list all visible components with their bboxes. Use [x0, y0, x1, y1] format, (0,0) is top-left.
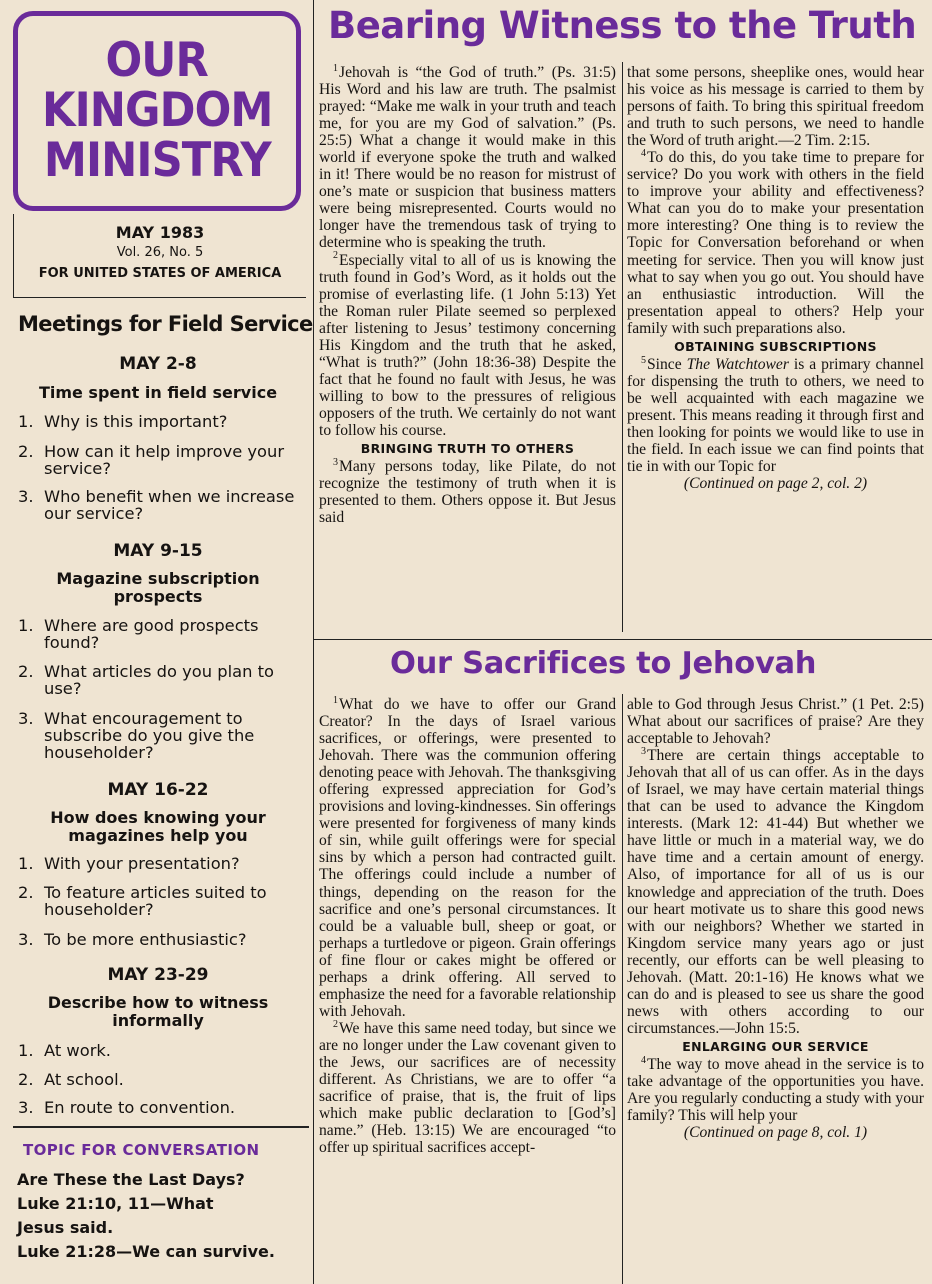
week-item: 1. With your presentation?: [18, 854, 240, 873]
week-theme: Describe how to witness informally: [47, 993, 269, 1030]
article2-column1: $^1$What do we have to offer our Grand Creator? In the days of Israel various sacrifices, or offerings, were presented to Jehovah. There was the communion offering denoting peace with Jehovah. The thanksgiving offering expressed appreciation for God’s provisions and loving-kindnesses. Sin offerings were presented for forgiveness of many kinds of sin, while guilt offerings were for special sins by which a person had contracted guilt. The offerings could include a number of things, depending on the reason for the sacrifice and one’s personal circumstances. It could be a valuable bull, sheep or goat, or perhaps a turtledove or pigeon. Grain offerings of fine flour or cakes might be offered or perhaps a drink offering. All served to emphasize the need for a favorable relationship with Jehovah. $^2$We have this same need today, but since we are no longer under the Law covenant given to the Jews, our sacrifices are of necessity different. As Christians, we are to offer “a sacrifice of praise, that is, the fruit of lips which make public declaration to [God’s] name.” (Heb. 13:15) We are encouraged “to offer up spiritual sacrifices accept-: [319, 694, 616, 1157]
week-item: 1. Where are good prospects found?: [18, 617, 308, 651]
week-item-text: To feature articles suited to householder?: [44, 883, 267, 919]
paragraph: There are certain things acceptable to Jehovah that all of us can offer. As in the days of Israel, we may have certain material things that can be used to advance the Kingdom interests. (Mark 12: 41-44) But whether we have little or much in a material way, we do have time and a certain amount of energy. Also, of importance for all of us is our knowledge and appreciation of the truth. Does our heart motivate us to share this good news with our neighbors? Whether we started in Kingdom service many years ago or just recently, our efforts can be well pleasing to Jehovah. (Matt. 20:1-16) He knows what we can do and is pleased to see us share the good news with others according to our circumstances.—John 15:5.: [627, 747, 924, 1037]
week-item-text: Why is this important?: [44, 412, 228, 431]
meetings-title: Meetings for Field Service: [18, 312, 313, 336]
column-rule: [622, 694, 623, 1284]
paragraph: We have this same need today, but since we are no longer under the Law covenant given to the Jews, our sacrifices are of necessity different. As Christians, we are to offer “a sacrifice of praise, that is, the fruit of lips which make public declaration to [God’s] name.” (Heb. 13:15) We are encouraged “to offer up spiritual sacrifices accept-: [319, 1019, 616, 1157]
week-item-text: At work.: [44, 1041, 111, 1060]
week-date: MAY 23-29: [107, 965, 209, 985]
article-divider: [314, 639, 932, 640]
week-item: 3. Who benefit when we increase our service?: [18, 488, 308, 522]
article1-column1: $^1$Jehovah is “the God of truth.” (Ps. 31:5) His Word and his law are truth. The psalmist prayed: “Make me walk in your truth and teach me, for you are my God of salvation.” (Ps. 25:5) What a change it would make in this world if everyone spoke the truth and walked in it! There would be no reason for mistrust of one’s mate or suspicion that business matters were being misrepresented. Courts would no longer have the tremendous task of trying to determine who is speaking the truth. $^2$Especially vital to all of us is knowing the truth found in God’s Word, as it holds out the promise of everlasting life. (1 John 5:13) Yet the Roman ruler Pilate seemed so perplexed after listening to Jesus’ testimony concerning His Kingdom and the truth that he asked, “What is truth?” (John 18:36-38) Despite the fact that he found no fault with Jesus, he was willing to bow to the pressures of religious opposers of the truth. We certainly do not want to follow his course. BRINGING TRUTH TO OTHERS $^3$Many persons today, like Pilate, do not recognize the testimony of truth when it is presented to them. Others oppose it. But Jesus said: [319, 62, 616, 527]
week-item-text: To be more enthusiastic?: [44, 930, 247, 949]
week-date: MAY 16-22: [107, 780, 209, 800]
paragraph: Especially vital to all of us is knowing the truth found in God’s Word, as it holds out the promise of everlasting life. (1 John 5:13) Yet the Roman ruler Pilate seemed so perplexed after listening to Jesus’ testimony concerning His Kingdom and the truth that he asked, “What is truth?” (John 18:36-38) Despite the fact that he found no fault with Jesus, he was willing to bow to the pressures of religious opposers of the truth. We certainly do not want to follow his course.: [319, 251, 616, 439]
column-rule: [622, 62, 623, 632]
week-item: 1. Why is this important?: [18, 412, 228, 431]
week-item: 2. To feature articles suited to householder?: [18, 884, 308, 918]
week-item-text: At school.: [44, 1070, 124, 1089]
week-item-text: How can it help improve your service?: [44, 442, 285, 478]
issue-date: MAY 1983: [115, 223, 205, 242]
week-theme: How does knowing your magazines help you: [50, 808, 266, 845]
paragraph: is a primary channel for dispensing the truth to others, we need to be well acquainted with each magazine we present. This means reading it through first and then looking for points we would like to use in the field. In each issue we can find points that tie in with our Topic for: [627, 355, 924, 476]
topic-line: Jesus said.: [17, 1218, 114, 1237]
paragraph: Jehovah is “the God of truth.” (Ps. 31:5) His Word and his law are truth. The psalmist prayed: “Make me walk in your truth and teach me, for you are my God of salvation.” (Ps. 25:5) What a change it would make in this world if everyone spoke the truth and walked in it! There would be no reason for mistrust of one’s mate or suspicion that business matters were being misrepresented. Courts would no longer have the tremendous task of trying to determine who is speaking the truth.: [319, 64, 616, 252]
continued-note: (Continued on page 2, col. 2): [683, 475, 868, 493]
week-item-text: What encouragement to subscribe do you give the householder?: [44, 709, 255, 762]
issue-region: FOR UNITED STATES OF AMERICA: [38, 266, 282, 281]
section-heading: OBTAINING SUBSCRIPTIONS: [674, 338, 877, 354]
column-rule: [313, 0, 314, 1284]
week-item: 3. What encouragement to subscribe do you give the householder?: [18, 710, 308, 761]
continued-note: (Continued on page 8, col. 1): [683, 1124, 868, 1142]
issue-info: [13, 214, 306, 298]
week-theme: Time spent in field service: [38, 383, 278, 402]
section-heading: BRINGING TRUTH TO OTHERS: [360, 441, 575, 457]
article1-column2: that some persons, sheeplike ones, would hear his voice as his message is carried to them by persons of faith. To bring this spiritual freedom and truth to such persons, we need to handle the Word of truth aright.—2 Tim. 2:15. $^4$To do this, do you take time to prepare for service? Do you work with others in the field to improve your ability and effectiveness? What can you do to make your presentation more interesting? One thing is to review the Topic for Conversation beforehand or when meeting for service. Then you will know just what to say when you go out. You should have an enthusiastic introduction. Will the presentation appeal to others? Help your family with such preparations also. OBTAINING SUBSCRIPTIONS $^5$Since The Watchtower is a primary channel for dispensing the truth to others, we need to be well acquainted with each magazine we present. This means reading it through first and then looking for points we would like to use in the field. In each issue we can find points that tie in with our Topic for (Continued on page 2, col. 2): [627, 64, 924, 493]
week-item: 2. How can it help improve your service?: [18, 443, 308, 477]
week-date: MAY 2-8: [119, 354, 197, 374]
week-item: 3. En route to convention.: [18, 1098, 236, 1117]
week-date: MAY 9-15: [113, 541, 203, 561]
week-item-text: With your presentation?: [44, 854, 240, 873]
week-theme: Magazine subscription prospects: [56, 569, 260, 606]
logo-line-ministry: MINISTRY: [43, 133, 271, 188]
topic-line: Luke 21:28—We can survive.: [17, 1242, 275, 1261]
issue-volume: Vol. 26, No. 5: [116, 245, 204, 260]
masthead-logo: [13, 11, 301, 211]
week-item-text: En route to convention.: [44, 1098, 236, 1117]
paragraph: What do we have to offer our Grand Creator? In the days of Israel various sacrifices, or offerings, were presented to Jehovah. There was the communion offering denoting peace with Jehovah. The thanksgiving offering expressed appreciation for God’s provisions and loving-kindnesses. Sin offerings were presented for forgiveness of many kinds of sin, while guilt offerings were for special sins by which a person had contracted guilt. The offerings could include a number of things, depending on the reason for the sacrifice and one’s personal circumstances. It could be a valuable bull, sheep or goat, or perhaps a turtledove or pigeon. Grain offerings of fine flour or cakes might be offered or perhaps a drink offering. All served to emphasize the need for a favorable relationship with Jehovah.: [319, 696, 616, 1020]
topic-divider: [13, 1126, 309, 1128]
week-item-text: What articles do you plan to use?: [44, 662, 274, 698]
week-item-text: Where are good prospects found?: [44, 616, 259, 652]
section-heading: ENLARGING OUR SERVICE: [682, 1038, 869, 1054]
topic-line: Are These the Last Days?: [17, 1170, 245, 1189]
paragraph: To do this, do you take time to prepare for service? Do you work with others in the field to improve your ability and effectiveness? What can you do to make your presentation more interesting? One thing is to review the Topic for Conversation beforehand or when meeting for service. Then you will know just what to say when you go out. You should have an enthusiastic introduction. Will the presentation appeal to others? Help your family with such preparations also.: [627, 149, 924, 337]
paragraph: The way to move ahead in the service is to take advantage of the opportunities you have. Are you regularly conducting a study with your family? This will help your: [627, 1055, 924, 1125]
logo-line-kingdom: KINGDOM: [41, 83, 273, 138]
paragraph: that some persons, sheeplike ones, would hear his voice as his message is carried to them by persons of faith. To bring this spiritual freedom and truth to such persons, we need to handle the Word of truth aright.—2 Tim. 2:15.: [627, 64, 924, 150]
paragraph: able to God through Jesus Christ.” (1 Pet. 2:5) What about our sacrifices of praise? Are they acceptable to Jehovah?: [627, 696, 924, 748]
article2-column2: able to God through Jesus Christ.” (1 Pet. 2:5) What about our sacrifices of praise? Are they acceptable to Jehovah? $^3$There are certain things acceptable to Jehovah that all of us can offer. As in the days of Israel, we may have certain material things that can be used to advance the Kingdom interests. (Mark 12: 41-44) But whether we have little or much in a material way, we do have time and a certain amount of energy. Also, of importance for all of us is our knowledge and appreciation of the truth. Does our heart motivate us to share this good news with our neighbors? Whether we started in Kingdom service many years ago or just recently, our efforts can be well pleasing to Jehovah. (Matt. 20:1-16) He knows what we can do and is pleased to see us share the good news with others according to our circumstances.—John 15:5. ENLARGING OUR SERVICE $^4$The way to move ahead in the service is to take advantage of the opportunities you have. Are you regularly conducting a study with your family? This will help your (Continued on page 8, col. 1): [627, 696, 924, 1142]
week-item: 3. To be more enthusiastic?: [18, 930, 247, 949]
article-title: Bearing Witness to the Truth: [328, 4, 917, 47]
week-item-text: Who benefit when we increase our service?: [44, 487, 295, 523]
week-item: 1. At work.: [18, 1041, 111, 1060]
week-item: 2. What articles do you plan to use?: [18, 663, 308, 697]
logo-line-our: OUR: [105, 33, 209, 88]
paragraph: Many persons today, like Pilate, do not recognize the testimony of truth when it is presented to them. Others oppose it. But Jesus said: [319, 458, 616, 527]
week-item: 2. At school.: [18, 1070, 124, 1089]
article-title: Our Sacrifices to Jehovah: [390, 646, 817, 681]
topic-line: Luke 21:10, 11—What: [17, 1194, 214, 1213]
topic-heading: TOPIC FOR CONVERSATION: [23, 1141, 260, 1159]
